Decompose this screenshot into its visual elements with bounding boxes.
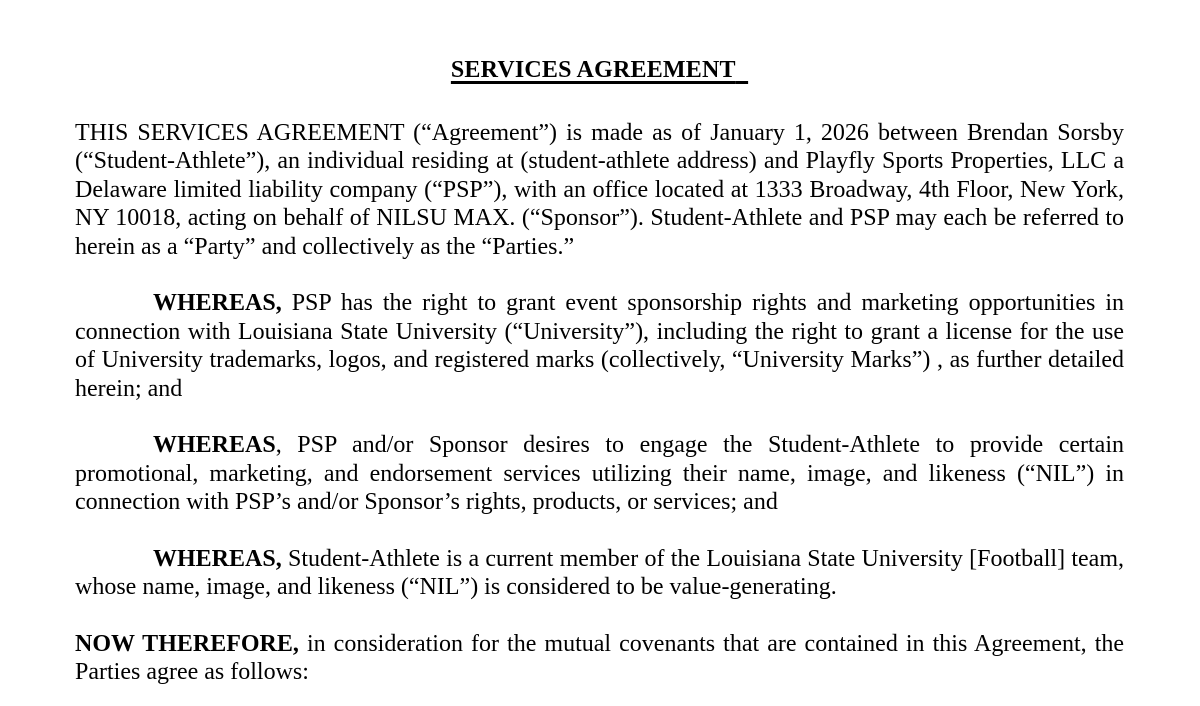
- document-body: [75, 119, 1124, 687]
- paragraph: [75, 545, 1124, 602]
- paragraph: [75, 289, 1124, 403]
- bold-run: WHEREAS,: [153, 545, 282, 572]
- bold-run: WHEREAS: [153, 432, 276, 458]
- paragraph: [75, 119, 1124, 262]
- page-title: SERVICES AGREEMENT: [450, 57, 736, 83]
- text-run: , PSP and/or Sponsor desires to engage the Student-Athlete to provide certain promotional, marketing, and endorsement services utilizing their name, image, and likeness (“NIL”) in connection with PSP’s and/or Sponsor’s rights, products, or services; and: [75, 432, 1124, 515]
- paragraph: [75, 431, 1124, 517]
- title-row: [75, 56, 1124, 85]
- paragraph: [75, 630, 1124, 687]
- text-run: PSP has the right to grant event sponsorship rights and marketing opportunities in connection with Louisiana State University (“University”), including the right to grant a license for the use of University trademarks, logos, and registered marks (collectively, “University Marks”) , as further detailed herein; and: [75, 290, 1124, 402]
- bold-run: NOW THEREFORE,: [75, 630, 299, 657]
- text-run: THIS SERVICES AGREEMENT (“Agreement”) is made as of January 1, 2026 between Brendan Sorsby (“Student-Athlete”), an individual residing at (student-athlete address) and Playfly Sports Properties, LLC a Delaware limited liability company (“PSP”), with an office located at 1333 Broadway, 4th Floor, New York, NY 10018, acting on behalf of NILSU MAX. (“Sponsor”). Student-Athlete and PSP may each be referred to herein as a “Party” and collectively as the “Parties.”: [75, 119, 1124, 260]
- text-run: Student-Athlete is a current member of the Louisiana State University [Football] team, whose name, image, and likeness (“NIL”) is considered to be value-generating.: [75, 545, 1124, 600]
- bold-run: WHEREAS,: [153, 290, 282, 316]
- text-run: in consideration for the mutual covenants that are contained in this Agreement, the Parties agree as follows:: [75, 630, 1125, 685]
